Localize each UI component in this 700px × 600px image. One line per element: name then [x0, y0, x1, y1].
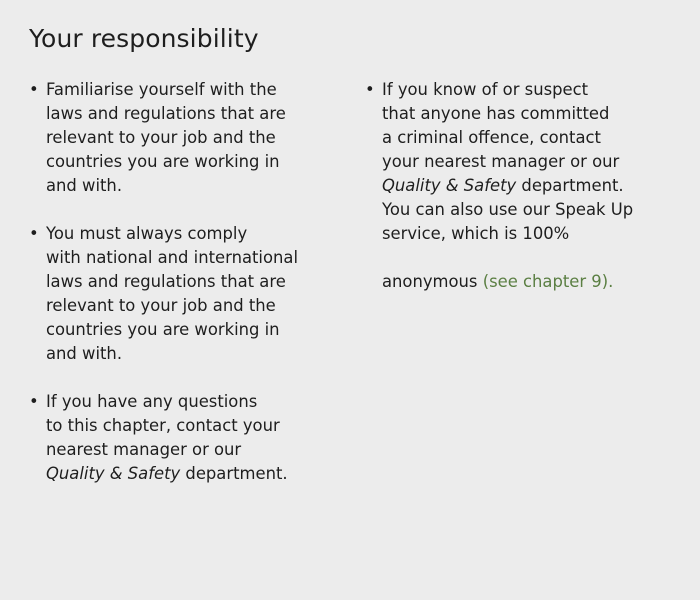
page-title: Your responsibility [29, 24, 259, 53]
text-line: to this chapter, contact your [46, 416, 280, 435]
text-line [382, 270, 685, 294]
department-name: Quality & Safety [382, 176, 517, 195]
text-line: and with. [46, 344, 123, 363]
text-line: nearest manager or our [46, 440, 242, 459]
text-line: countries you are working in [46, 152, 280, 171]
text-line: a criminal offence, contact [382, 128, 601, 147]
bullet-familiarise-laws [29, 78, 329, 198]
bullet-report-offence [365, 78, 685, 294]
department-suffix: department. [180, 464, 288, 483]
bullet-questions-contact [29, 390, 329, 486]
text-line: • If you know of or suspect [382, 80, 589, 99]
anonymous-text: anonymous [382, 272, 483, 291]
text-line: You can also use our Speak Up [382, 200, 634, 219]
department-name: Quality & Safety [46, 464, 181, 483]
text-line: laws and regulations that are [46, 104, 286, 123]
text-line [382, 174, 685, 198]
text-line: • Familiarise yourself with the [46, 80, 277, 99]
left-column [29, 78, 329, 510]
text-line: • You must always comply [46, 224, 248, 243]
text-line: relevant to your job and the [46, 296, 276, 315]
text-line: relevant to your job and the [46, 128, 276, 147]
text-line: • If you have any questions [46, 392, 258, 411]
department-suffix: department. [516, 176, 624, 195]
text-line [46, 462, 329, 486]
chapter-9-link[interactable]: (see chapter 9). [482, 272, 614, 291]
right-column [365, 78, 685, 318]
text-line: countries you are working in [46, 320, 280, 339]
text-line: laws and regulations that are [46, 272, 286, 291]
text-line: and with. [46, 176, 123, 195]
text-line: with national and international [46, 248, 298, 267]
text-line: service, which is 100% [382, 224, 570, 243]
text-line: your nearest manager or our [382, 152, 620, 171]
text-line: that anyone has committed [382, 104, 610, 123]
bullet-always-comply [29, 222, 329, 366]
